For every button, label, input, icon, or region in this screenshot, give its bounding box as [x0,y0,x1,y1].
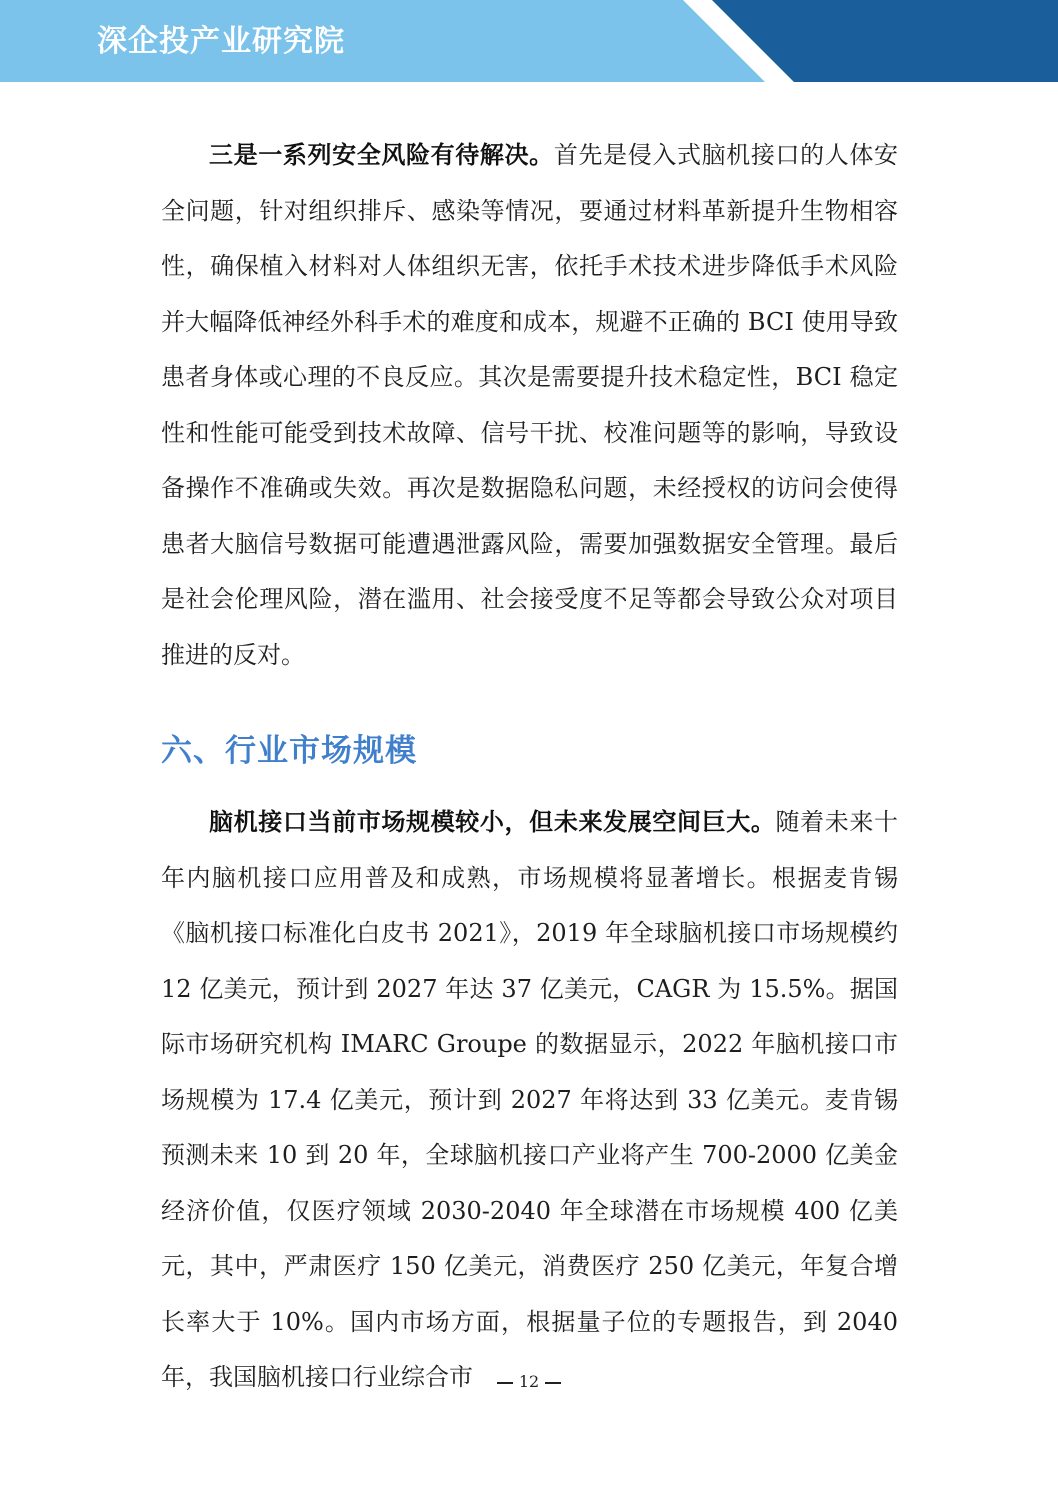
page-number [0,1370,1058,1394]
paragraph-lead: 脑机接口当前市场规模较小，但未来发展空间巨大。 [209,808,776,836]
section-heading: 六、行业市场规模 [161,733,417,769]
paragraph-market-size [161,795,898,1406]
paragraph-body: 首先是侵入式脑机接口的人体安全问题，针对组织排斥、感染等情况，要通过材料革新提升生物相容性，确保植入材料对人体组织无害，依托手术技术进步降低手术风险并大幅降低神经外科手术的难度和成本，规避不正确的 BCI 使用导致患者身体或心理的不良反应。其次是需要提升技术稳定性，BCI 稳定性和性能可能受到技术故障、信号干扰、校准问题等的影响，导致设备操作不准确或失效。再次是数据隐私问题，未经授权的访问会使得患者大脑信号数据可能遭遇泄露风险，需要加强数据安全管理。最后是社会伦理风险，潜在滥用、社会接受度不足等都会导致公众对项目推进的反对。 [161,141,899,669]
paragraph-safety-risks [161,128,898,683]
page-header [0,0,1058,82]
page-number-dash-left [497,1382,513,1384]
page-content [161,128,898,1406]
org-name: 深企投产业研究院 [97,24,345,59]
page-number-value: 12 [518,1372,540,1391]
paragraph-lead: 三是一系列安全风险有待解决。 [209,141,554,169]
paragraph-body: 随着未来十年内脑机接口应用普及和成熟，市场规模将显著增长。根据麦肯锡《脑机接口标准化白皮书 2021》，2019 年全球脑机接口市场规模约 12 亿美元，预计到 2027 年达 37 亿美元，CAGR 为 15.5%。据国际市场研究机构 IMARC Groupe 的数据显示，2022 年脑机接口市场规模为 17.4 亿美元，预计到 2027 年将达到 33 亿美元。麦肯锡预测未来 10 到 20 年，全球脑机接口产业将产生 700-2000 亿美金经济价值，仅医疗领域 2030-2040 年全球潜在市场规模 400 亿美元，其中，严肃医疗 150 亿美元，消费医疗 250 亿美元，年复合增长率大于 10%。国内市场方面，根据量子位的专题报告，到 2040 年，我国脑机接口行业综合市 [161,808,899,1391]
page-number-dash-right [545,1382,561,1384]
